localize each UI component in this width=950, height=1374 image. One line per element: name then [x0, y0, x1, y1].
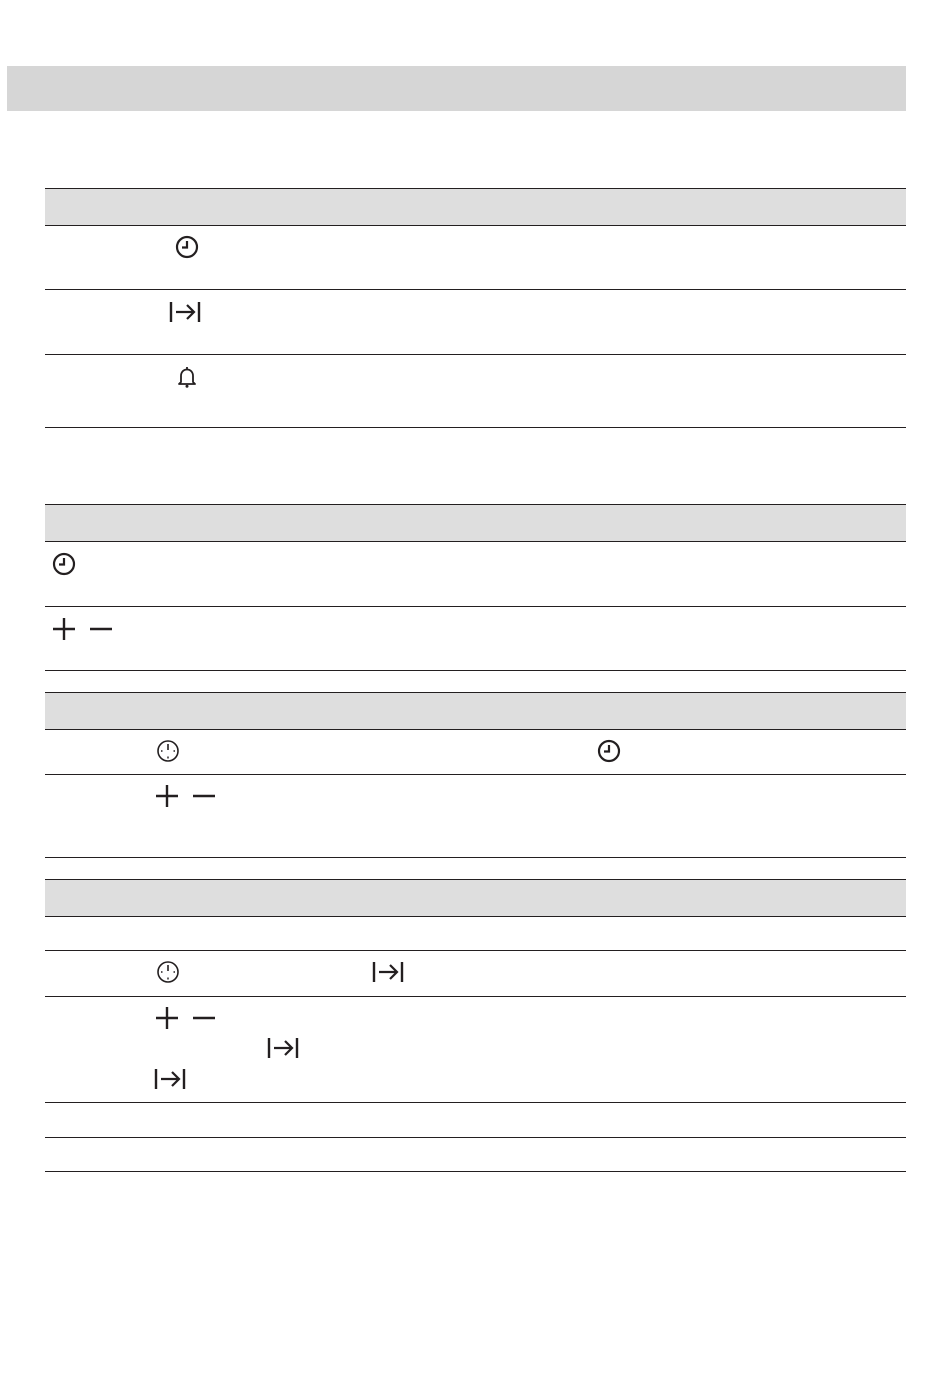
plus-icon — [155, 784, 179, 808]
end-time-icon — [372, 960, 404, 984]
table-header — [45, 692, 906, 730]
bell-icon — [175, 365, 199, 389]
row-divider — [45, 774, 906, 775]
row-divider — [45, 289, 906, 290]
section-title-bar — [7, 66, 906, 111]
row-divider — [45, 606, 906, 607]
clock-icon — [175, 235, 199, 259]
plus-icon — [155, 1006, 179, 1030]
end-time-icon — [154, 1067, 186, 1091]
end-time-icon — [267, 1036, 299, 1060]
minus-icon — [192, 784, 216, 808]
end-time-icon — [169, 300, 201, 324]
row-divider — [45, 354, 906, 355]
table-bottom-rule — [45, 670, 906, 671]
plus-icon — [52, 617, 76, 641]
clock-flashing-icon — [156, 960, 180, 984]
table-bottom-rule — [45, 427, 906, 428]
table-bottom-rule — [45, 1171, 906, 1172]
table-header — [45, 504, 906, 542]
table-header — [45, 188, 906, 226]
table-header — [45, 879, 906, 917]
clock-flashing-icon — [156, 739, 180, 763]
row-divider — [45, 1102, 906, 1103]
clock-icon — [52, 552, 76, 576]
table-bottom-rule — [45, 857, 906, 858]
row-divider — [45, 996, 906, 997]
row-divider — [45, 1137, 906, 1138]
minus-icon — [192, 1006, 216, 1030]
row-divider — [45, 950, 906, 951]
clock-icon — [597, 739, 621, 763]
minus-icon — [89, 617, 113, 641]
